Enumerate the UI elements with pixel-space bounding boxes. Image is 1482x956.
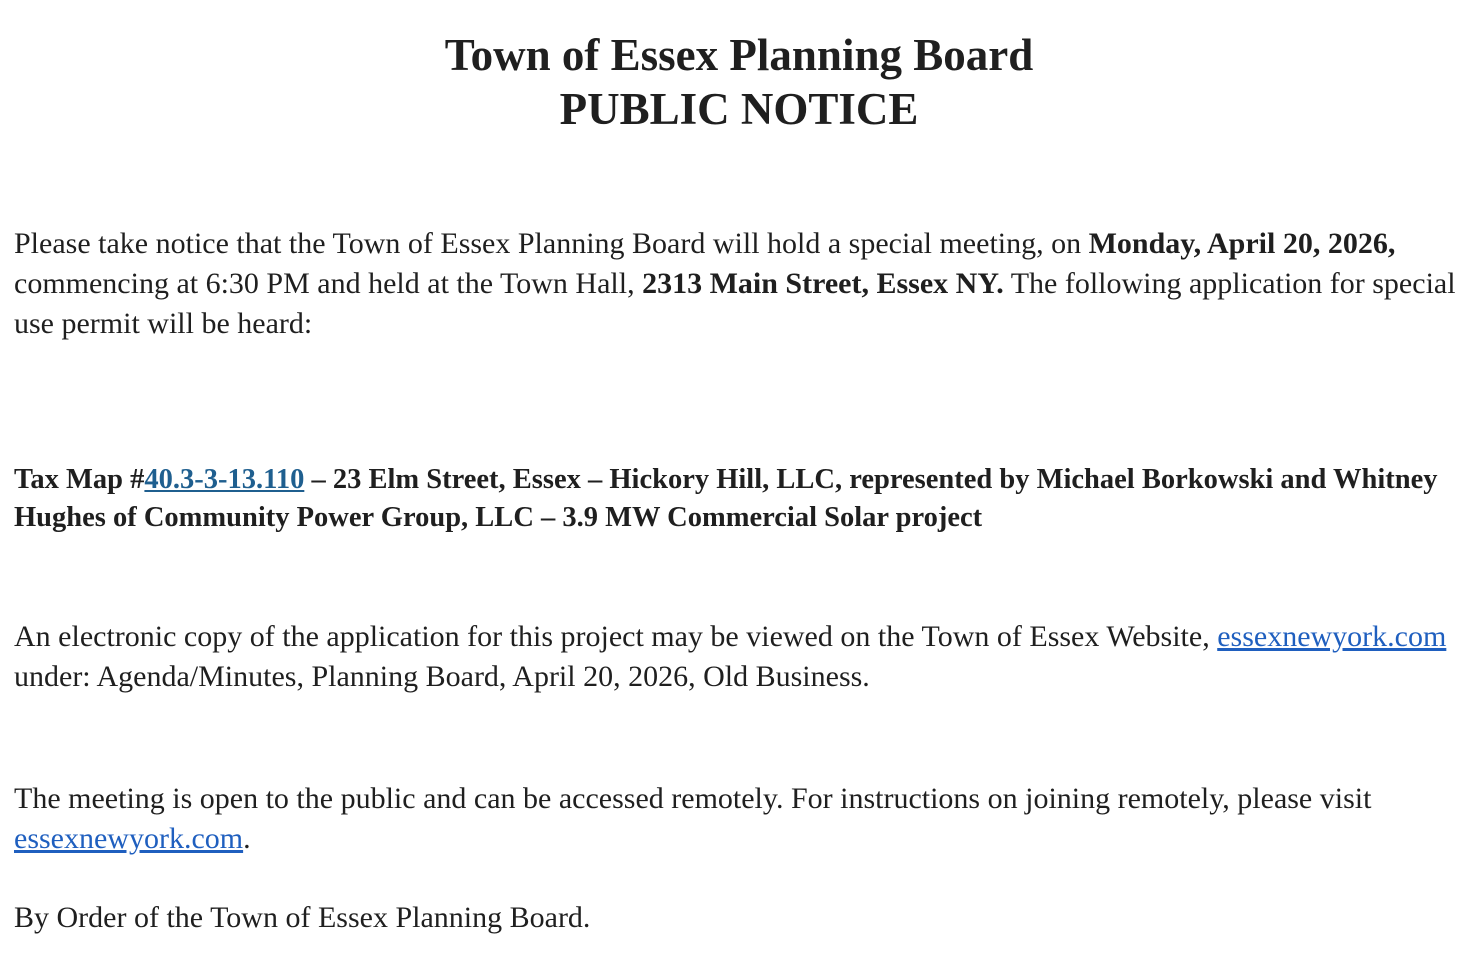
remote-text-1: The meeting is open to the public and can be accessed remotely. For instructions on joining remotely, please visit (14, 782, 1372, 815)
website-link[interactable]: essexnewyork.com (1217, 620, 1447, 653)
intro-text-1: Please take notice that the Town of Essex Planning Board will hold a special meeting, on (14, 227, 1089, 260)
public-notice-document (14, 28, 1464, 938)
remote-instructions-link[interactable]: essexnewyork.com (14, 822, 244, 855)
intro-text-2: commencing at 6:30 PM and held at the Town Hall, (14, 267, 643, 300)
application-paragraph (14, 461, 1464, 537)
notice-heading (14, 28, 1464, 136)
electronic-copy-text-2: under: Agenda/Minutes, Planning Board, April 20, 2026, Old Business. (14, 660, 870, 693)
electronic-copy-text-1: An electronic copy of the application for this project may be viewed on the Town of Essex Website, (14, 620, 1218, 653)
intro-text-3: The following application for special use permit will be heard: (14, 267, 1456, 340)
remote-access-paragraph (14, 779, 1464, 859)
meeting-announcement-paragraph (14, 224, 1464, 344)
board-title: Town of Essex Planning Board (444, 30, 1034, 80)
meeting-address: 2313 Main Street, Essex NY. (642, 267, 1004, 300)
remote-text-2: . (243, 822, 251, 855)
electronic-copy-paragraph (14, 617, 1464, 697)
tax-map-prefix: Tax Map # (14, 464, 145, 495)
notice-title: PUBLIC NOTICE (559, 84, 919, 134)
tax-map-link[interactable]: 40.3-3-13.110 (144, 464, 305, 495)
closing-statement: By Order of the Town of Essex Planning Board. (14, 901, 591, 934)
meeting-date: Monday, April 20, 2026, (1088, 227, 1396, 260)
application-details: – 23 Elm Street, Essex – Hickory Hill, LLC, represented by Michael Borkowski and Whitney Hughes of Community Power Group, LLC – 3.9 MW Commercial Solar project (14, 464, 1438, 533)
